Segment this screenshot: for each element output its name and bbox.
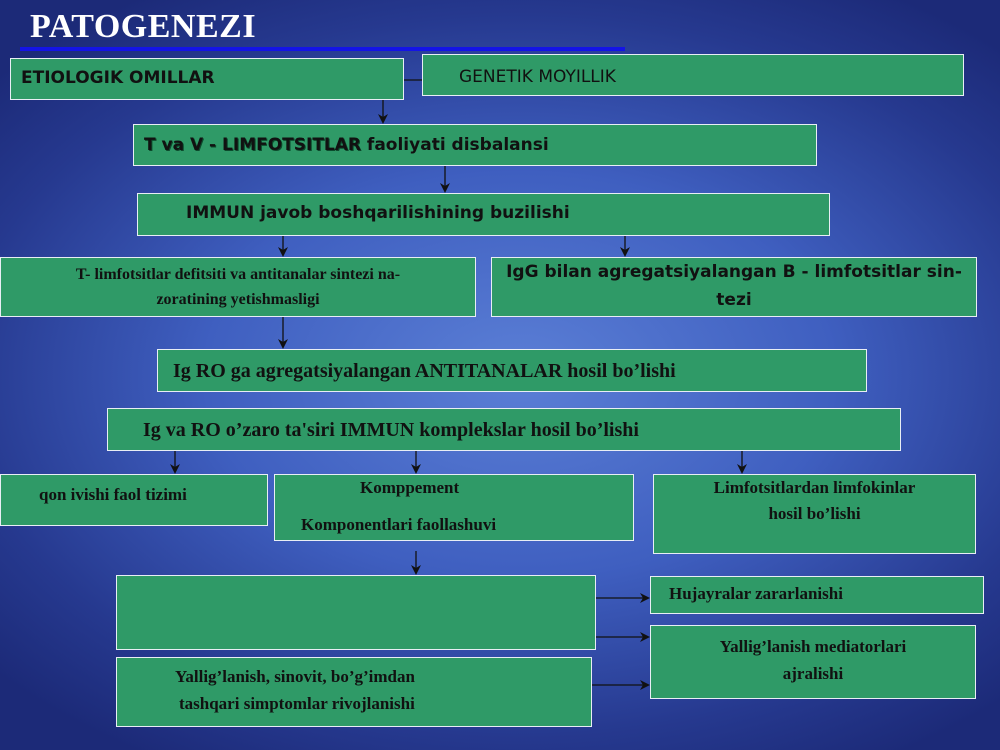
- limfokinlar-line2: hosil bo’lishi: [768, 504, 861, 523]
- page-title: PATOGENEZI: [30, 8, 257, 45]
- yalliglanish-mediatorlari-line2: ajralishi: [782, 664, 844, 683]
- qon-ivishi-label: qon ivishi faol tizimi: [39, 485, 187, 504]
- komplement-line2: Komponentlari faollashuvi: [301, 515, 497, 534]
- limfokinlar-line1: Limfotsitlardan limfokinlar: [713, 478, 916, 497]
- etiologik-omillar-label: ETIOLOGIK OMILLAR: [21, 68, 215, 88]
- ig-ro-antitanalar-label: Ig RO ga agregatsiyalangan ANTITANALAR hosil bo’lishi: [173, 360, 676, 382]
- igg-b-limfotsitlar-line1: IgG bilan agregatsiyalangan B - limfotsitlar sin-: [506, 262, 962, 282]
- t-limfotsitlar-defitsit-line2: zoratining yetishmasligi: [156, 291, 320, 308]
- yalliglanish-simptomlar-line2: tashqari simptomlar rivojlanishi: [179, 694, 415, 713]
- t-limfotsitlar-defitsit-line1: T- limfotsitlar defitsiti va antitanalar sintezi na-: [75, 266, 401, 283]
- immun-javob-label: IMMUN javob boshqarilishining buzilishi: [186, 203, 570, 223]
- yalliglanish-simptomlar-line1: Yallig’lanish, sinovit, bo’g’imdan: [175, 667, 415, 686]
- hujayralar-zararlanishi-label: Hujayralar zararlanishi: [669, 584, 843, 603]
- yalliglanish-mediatorlari-line1: Yallig’lanish mediatorlari: [719, 637, 907, 656]
- genetik-moyillik-label: GENETIK MOYILLIK: [459, 67, 616, 87]
- limfotsitlar-disbalans-suffix: faoliyati disbalansi: [361, 135, 549, 155]
- limfotsitlar-disbalans-prefix: T va V - LIMFOTSITLAR: [144, 135, 362, 155]
- igg-b-limfotsitlar-line2: tezi: [716, 290, 752, 310]
- komplement-line1: Komppement: [360, 478, 460, 497]
- immun-komplekslar-label: Ig va RO o’zaro ta'siri IMMUN komplekslar hosil bo’lishi: [143, 419, 639, 441]
